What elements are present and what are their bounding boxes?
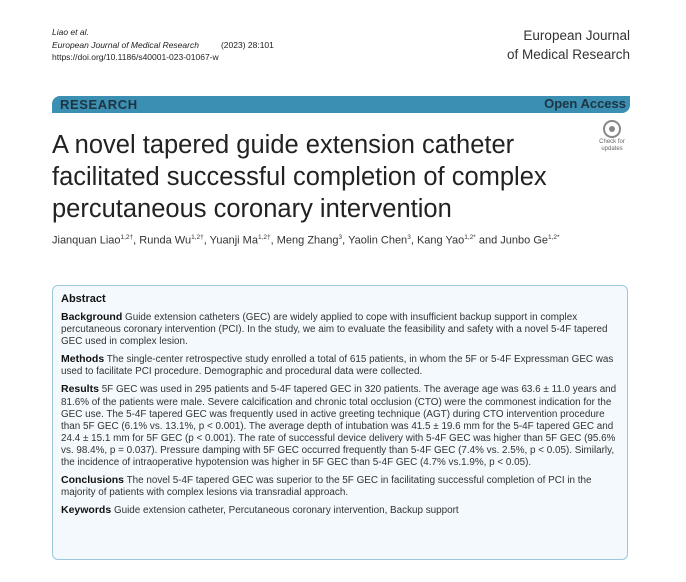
- author-name[interactable]: Meng Zhang: [276, 234, 339, 247]
- abstract-section-text: 5F GEC was used in 295 patients and 5-4F tapered GEC in 320 patients. The average age was 63.6 ± 11.0 years and 81.6% of the patients were male. Severe calcification and chronic total occlusion (CTO) were the commonest indication for the GEC use. The 5-4F tapered GEC was frequently used in active greeting technique (AGT) during CTO intervention procedure than 5F GEC (6.1% vs. 13.1%, p < 0.001). The average depth of intubation was 41.5 ± 19.6 mm for the 5-4F tapered GEC and 24.4 ± 15.1 mm for 5F GEC (p < 0.001). The rate of successful device delivery with 5-4F GEC was higher than 5F GEC (95.6% vs. 98.4%, p = 0.037). Pressure damping with 5F GEC occurred frequently than 5-4F GEC (7.4% vs. 2.5%, p < 0.05). Similarly, the incidence of intraoperative hypotension was higher in 5F GEC than 5-4F GEC (4.7% vs.1.9%, p < 0.05).: [61, 384, 617, 469]
- author-affiliation: 1,2†: [191, 234, 204, 241]
- abstract-section-conclusions: [61, 474, 619, 499]
- check-updates-icon: [603, 120, 621, 138]
- author-name[interactable]: Kang Yao: [416, 234, 465, 247]
- journal-citation-name: European Journal of Medical Research: [52, 39, 199, 50]
- abstract-section-label: Methods: [61, 353, 105, 366]
- abstract-section-methods: [61, 353, 619, 378]
- abstract-sections: [61, 311, 619, 517]
- author-name[interactable]: Yuanji Ma: [209, 234, 258, 247]
- short-author: Liao et al.: [52, 27, 89, 37]
- author-list: Jianquan Liao$^{1,2\dagger}$, Runda $Wu^{1,2\dagger}$, Yuanji $Ma^{1,2\dagger}$, Meng Zhang$^3$, Yaolin Chen$^3$, Kang Yao$^{1,2*}$ and Junbo $Ge^{1,2*}$: [52, 234, 560, 247]
- abstract-section-label: Conclusions: [61, 474, 125, 487]
- abstract-section-label: Results: [61, 383, 99, 396]
- abstract-section-keywords: [61, 504, 619, 517]
- badge-text: [599, 139, 625, 153]
- abstract-box: [52, 285, 628, 560]
- author-affiliation: 1,2†: [257, 234, 271, 241]
- journal-citation: [52, 39, 274, 52]
- section-bar: [52, 96, 630, 113]
- open-access-label: Open Access: [544, 96, 626, 111]
- author-affiliation: 3: [338, 234, 343, 241]
- article-title: A novel tapered guide extension catheter facilitated successful completion of complex percutaneous coronary intervention: [52, 131, 547, 223]
- citation-block: [52, 26, 274, 64]
- abstract-section-label: Background: [61, 311, 123, 323]
- abstract-section-text: The novel 5-4F tapered GEC was superior to the 5F GEC in facilitating successful completion of PCI in the majority of patients with complex lesions via transradial approach.: [61, 475, 592, 499]
- section-label: RESEARCH: [60, 97, 138, 112]
- abstract-section-text: The single-center retrospective study enrolled a total of 615 patients, in whom the 5F or 5-4F Expressman GEC was used to facilitate PCI procedure. Demographic and procedural data were collected.: [61, 354, 614, 378]
- author-name[interactable]: Runda Wu: [139, 234, 192, 247]
- abstract-section-label: Keywords: [61, 504, 112, 517]
- author-affiliation: 1,2*: [464, 234, 476, 241]
- author-affiliation: 1,2†: [120, 234, 134, 241]
- abstract-section-background: [61, 311, 619, 348]
- journal-name: [507, 26, 630, 64]
- year-volume: (2023) 28:101: [220, 39, 274, 50]
- abstract-section-text: Guide extension catheters (GEC) are widely applied to cope with insufficient backup support in complex percutaneous coronary intervention (PCI). In the study, we aim to evaluate the feasibility and safety with a novel 5-4F tapered GEC used in complex lesion.: [61, 312, 608, 348]
- doi-link[interactable]: https://doi.org/10.1186/s40001-023-01067-w: [52, 52, 219, 62]
- abstract-section-results: [61, 383, 619, 469]
- author-name[interactable]: Jianquan Liao: [52, 234, 121, 247]
- author-affiliation: 1,2*: [548, 234, 560, 241]
- abstract-heading: Abstract: [61, 293, 106, 305]
- abstract-section-text: Guide extension catheter, Percutaneous coronary intervention, Backup support: [113, 505, 459, 517]
- journal-name-line2: of Medical Research: [506, 47, 630, 62]
- check-for-updates-badge[interactable]: [594, 120, 630, 156]
- author-name[interactable]: Junbo Ge: [500, 234, 548, 247]
- author-affiliation: 3: [407, 234, 411, 241]
- author-name[interactable]: Yaolin Chen: [348, 234, 408, 247]
- badge-line2: updates: [601, 146, 623, 152]
- journal-name-line1: European Journal: [523, 28, 630, 43]
- badge-line1: Check for: [599, 139, 625, 145]
